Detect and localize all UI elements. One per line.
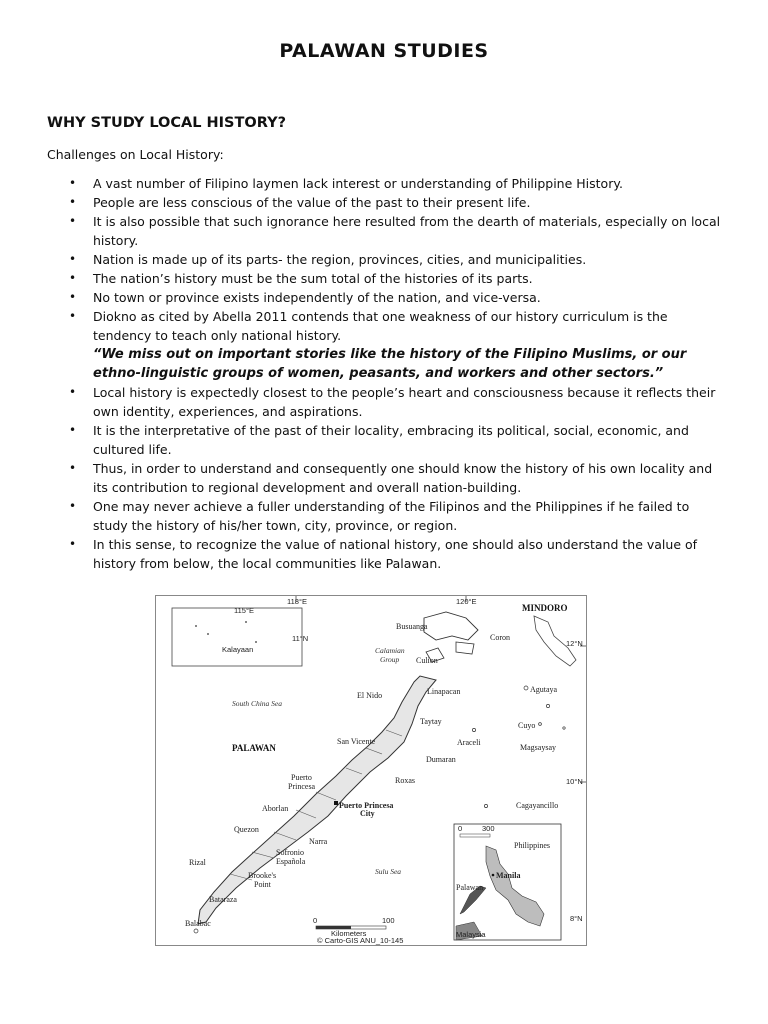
page-title: PALAWAN STUDIES <box>279 40 489 62</box>
bullet-icon: • <box>69 176 77 190</box>
palawan-map <box>155 595 587 946</box>
city-label: City <box>360 809 375 818</box>
cuyo-label: Cuyo <box>518 721 536 730</box>
linapacan-label: Linapacan <box>427 687 461 696</box>
bullet-icon: • <box>69 271 77 285</box>
bullet-icon: • <box>69 537 77 551</box>
culion-label: Culion <box>416 656 438 665</box>
palawan-island <box>198 676 436 924</box>
roxas-label: Roxas <box>395 776 415 785</box>
map-credit: © Carto-GIS ANU_10-145 <box>317 936 404 945</box>
bullet-icon: • <box>69 385 77 399</box>
calamian-label: Calamian <box>375 646 405 655</box>
list-item: • The nation’s history must be the sum total of the histories of its parts. <box>69 271 533 286</box>
lat-12-label: 12°N <box>566 639 583 648</box>
intro-text: Challenges on Local History: <box>47 147 224 162</box>
agutaya-label: Agutaya <box>530 685 558 694</box>
palawan-label: PALAWAN <box>232 743 276 753</box>
scale-0-label: 0 <box>313 916 318 925</box>
manila-label: Manila <box>496 871 521 880</box>
bullet-icon: • <box>69 423 77 437</box>
scale-100-label: 100 <box>382 916 395 925</box>
lat-10-label: 10°N <box>566 777 583 786</box>
kalayaan-inset <box>172 608 302 666</box>
quote-text: “We miss out on important stories like the history of the Filipino Muslims, or our ethno-linguistic groups of women, peasants, and workers and other sectors.” <box>93 347 687 381</box>
point-label: Point <box>254 880 271 889</box>
kilometers-label: Kilometers <box>331 929 367 938</box>
kalayaan-label: Kalayaan <box>222 645 254 654</box>
sulu-sea-label: Sulu Sea <box>375 867 402 876</box>
lat-8-label: 8°N <box>570 914 583 923</box>
princesa-label: Princesa <box>288 782 316 791</box>
list-item: • It is also possible that such ignorance here resulted from the dearth of materials, especially on local history. <box>69 214 721 248</box>
espanola-label: Española <box>276 857 306 866</box>
sofronio-label: Sofronio <box>276 848 304 857</box>
list-item: • Nation is made up of its parts- the region, provinces, cities, and municipalities. <box>69 252 587 267</box>
cagayancillo-label: Cagayancillo <box>516 801 559 810</box>
san-vicente-label: San Vicente <box>337 737 376 746</box>
bataraza-label: Bataraza <box>209 895 237 904</box>
south-china-sea-label: South China Sea <box>232 699 282 708</box>
list-item: • People are less conscious of the value of the past to their present life. <box>69 195 531 210</box>
mindoro-label: MINDORO <box>522 603 568 613</box>
list-item: • No town or province exists independently of the nation, and vice-versa. <box>69 290 541 305</box>
list-item: • A vast number of Filipino laymen lack interest or understanding of Philippine History. <box>69 176 623 191</box>
palawan-map-svg <box>156 596 586 945</box>
philippines-label: Philippines <box>514 841 551 850</box>
araceli-label: Araceli <box>457 738 481 747</box>
balabac-label: Balabac <box>185 919 211 928</box>
challenges-list <box>47 174 727 573</box>
list-item: • It is the interpretative of the past of their locality, embracing its political, social, economic, and cultured life. <box>69 423 689 457</box>
malaysia-label: Malaysia <box>456 930 486 939</box>
bullet-icon: • <box>69 309 77 323</box>
lon-118-label: 118°E <box>287 597 307 606</box>
coron-label: Coron <box>490 633 510 642</box>
bullet-icon: • <box>69 214 77 228</box>
lon-120-label: 120°E <box>456 597 477 606</box>
bullet-icon: • <box>69 252 77 266</box>
list-item: • Diokno as cited by Abella 2011 contends that one weakness of our history curriculum is the tendency to teach only national history. “We miss out on important stories like the history of the Filipino Muslims, or our ethno-linguistic groups of women, peasants, and workers and other sectors.” <box>47 307 727 383</box>
el-nido-label: El Nido <box>357 691 383 700</box>
brookes-label: Brooke's <box>248 871 277 880</box>
bullet-icon: • <box>69 290 77 304</box>
puerto-princesa-city-label: Puerto Princesa <box>339 801 394 810</box>
bullet-icon: • <box>69 195 77 209</box>
taytay-label: Taytay <box>420 717 442 726</box>
inset-scale-300: 300 <box>482 824 495 833</box>
list-item: • Thus, in order to understand and consequently one should know the history of his own locality and its contribution to regional development and overall nation-building. <box>69 461 713 495</box>
aborlan-label: Aborlan <box>262 804 289 813</box>
section-heading: WHY STUDY LOCAL HISTORY? <box>47 115 286 131</box>
inset-palawan-label: Palawan <box>456 883 484 892</box>
bullet-icon: • <box>69 461 77 475</box>
inset-scale-0: 0 <box>458 824 463 833</box>
list-item: • Local history is expectedly closest to the people’s heart and consciousness because it reflects their own identity, experiences, and aspirations. <box>69 385 716 419</box>
busuanga-label: Busuanga <box>396 622 428 631</box>
group-label: Group <box>380 655 400 664</box>
list-item: • One may never achieve a fuller understanding of the Filipinos and the Philippines if he failed to study the history of his/her town, city, province, or region. <box>69 499 690 533</box>
magsaysay-label: Magsaysay <box>520 743 556 752</box>
busuanga-island <box>424 612 478 640</box>
puerto-princesa-city-marker <box>334 801 338 805</box>
list-item: • In this sense, to recognize the value of national history, one should also understand the value of history from below, the local communities like Palawan. <box>69 537 698 571</box>
bullet-icon: • <box>69 499 77 513</box>
dumaran-label: Dumaran <box>426 755 456 764</box>
lon-115-label: 115°E <box>234 606 254 615</box>
narra-label: Narra <box>309 837 328 846</box>
quezon-label: Quezon <box>234 825 259 834</box>
puerto-label: Puerto <box>291 773 312 782</box>
lat-11-label: 11°N <box>292 634 309 643</box>
rizal-label: Rizal <box>189 858 206 867</box>
